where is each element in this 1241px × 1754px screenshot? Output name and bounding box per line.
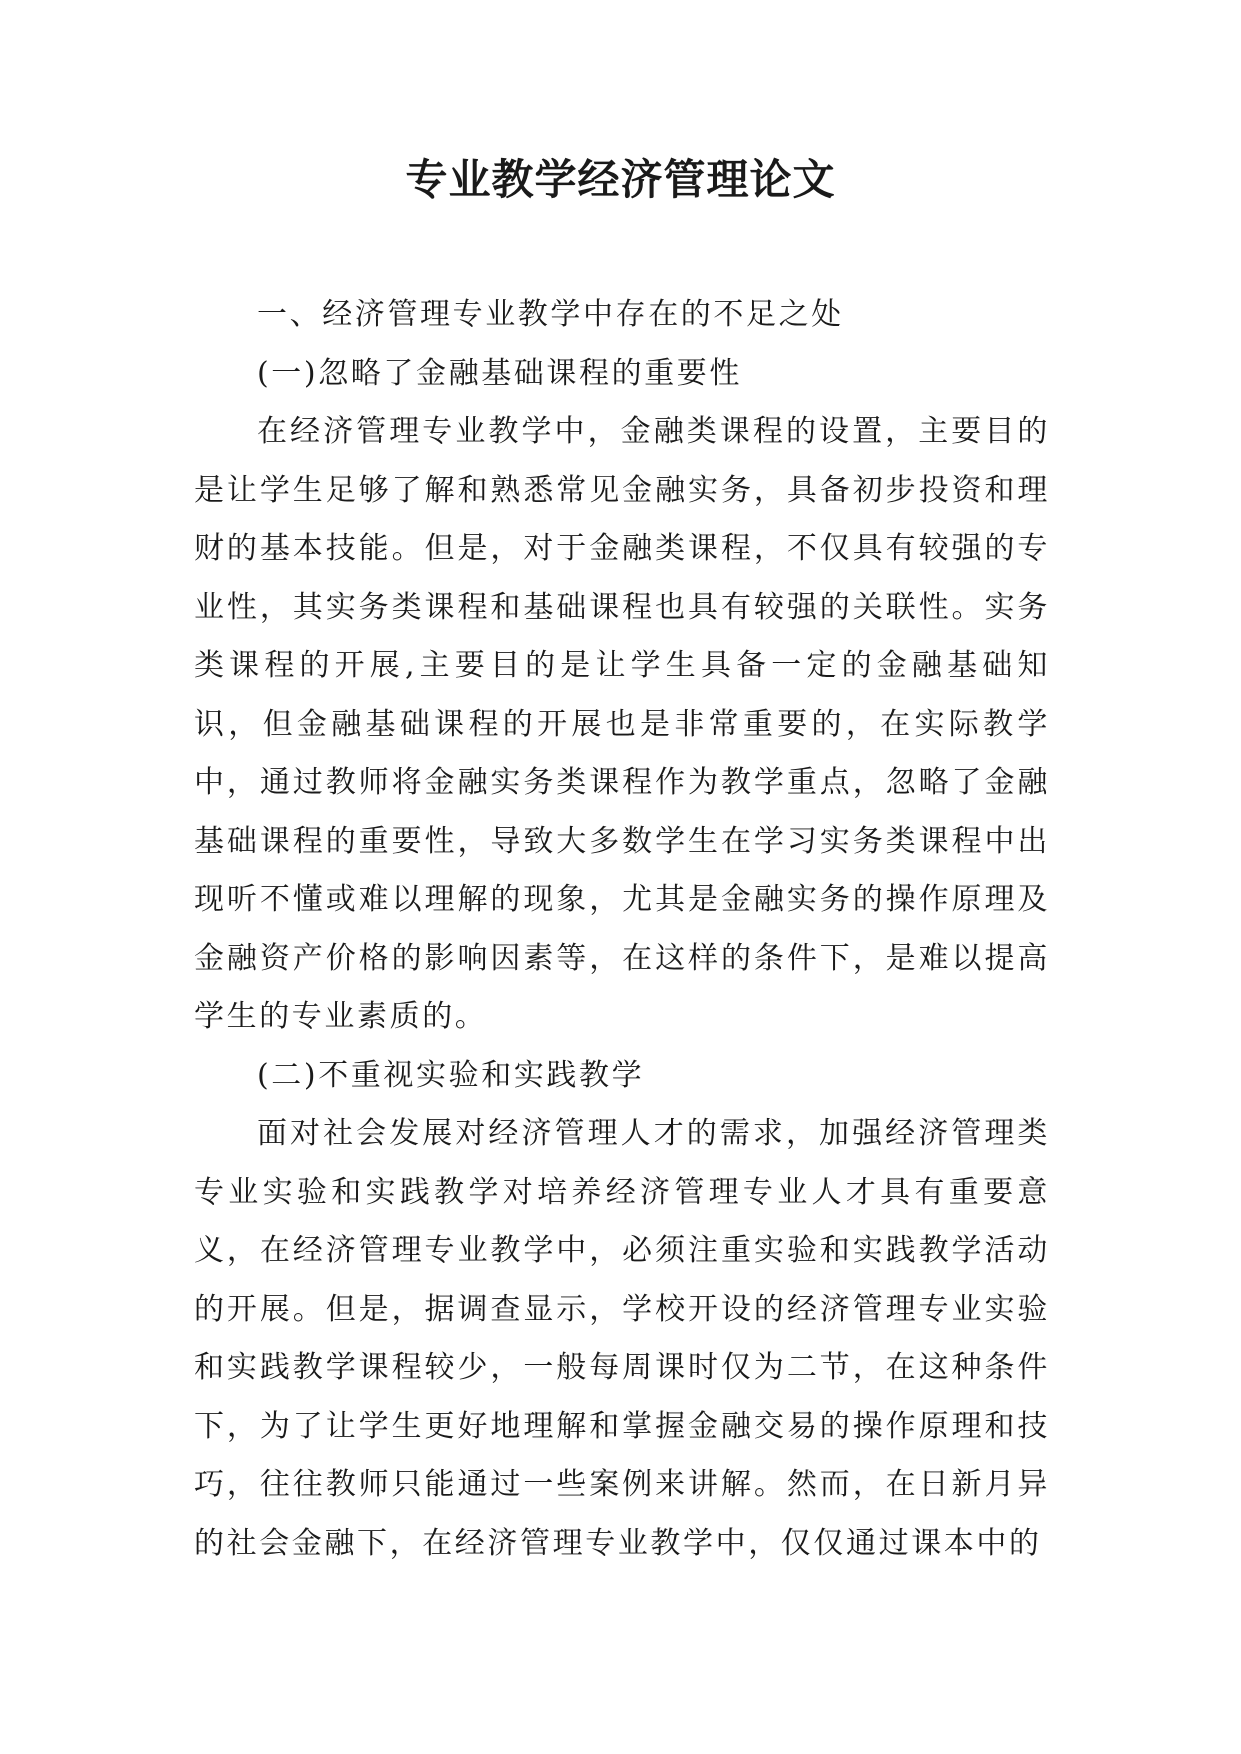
section-heading-1: 一、经济管理专业教学中存在的不足之处	[257, 297, 844, 332]
document-body	[194, 286, 1050, 1573]
subsection-heading-1: (一)忽略了金融基础课程的重要性	[257, 355, 743, 391]
document-title: 专业教学经济管理论文	[405, 155, 836, 204]
paragraph-2: 面对社会发展对经济管理人才的需求，加强经济管理类专业实验和实践教学对培养经济管理专业人才具有重要意义，在经济管理专业教学中，必须注重实验和实践教学活动的开展。但是，据调查显示，学校开设的经济管理专业实验和实践教学课程较少，一般每周课时仅为二节，在这种条件下，为了让学生更好地理解和掌握金融交易的操作原理和技巧，往往教师只能通过一些案例来讲解。然而，在日新月异的社会金融下，在经济管理专业教学中，仅仅通过课本中的	[194, 1116, 1050, 1561]
subsection-heading-2: (二)不重视实验和实践教学	[257, 1057, 645, 1093]
paragraph-1: 在经济管理专业教学中，金融类课程的设置，主要目的是让学生足够了解和熟悉常见金融实务，具备初步投资和理财的基本技能。但是，对于金融类课程，不仅具有较强的专业性，其实务类课程和基础课程也具有较强的关联性。实务类课程的开展,主要目的是让学生具备一定的金融基础知识，但金融基础课程的开展也是非常重要的，在实际教学中，通过教师将金融实务类课程作为教学重点，忽略了金融基础课程的重要性，导致大多数学生在学习实务类课程中出现听不懂或难以理解的现象，尤其是金融实务的操作原理及金融资产价格的影响因素等，在这样的条件下，是难以提高学生的专业素质的。	[194, 414, 1050, 1034]
